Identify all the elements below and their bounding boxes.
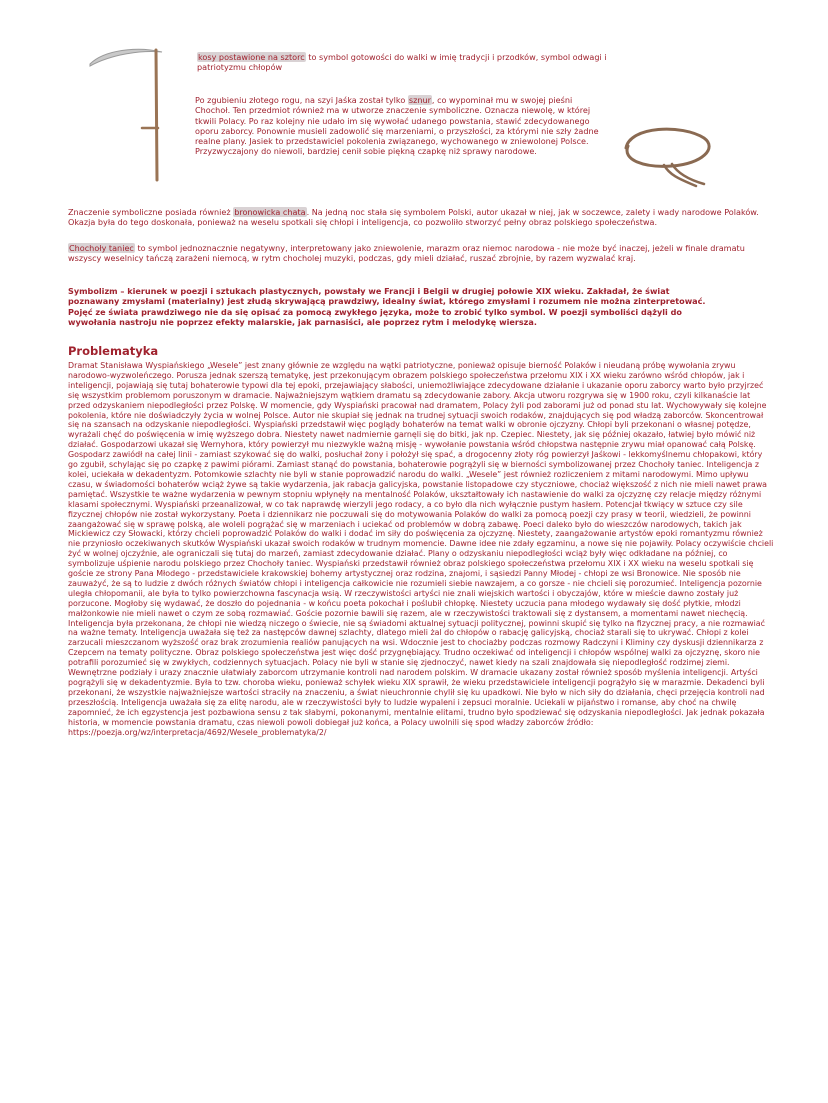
problematyka-body: Dramat Stanisława Wyspiańskiego „Wesele” jest znany głównie ze względu na wątki patriotyczne, ponieważ opisuje bierność Polaków i nieudaną próbę wywołania zrywu narodowo-wyzwoleńczego. Porusza jednak szerszą tematykę, jest przekonującym obrazem polskiego społeczeństwa przełomu XIX i XX wieku zarówno wśród chłopów, jak i inteligencji, pojawiają się tutaj bohaterowie typowi dla tej epoki, przejawiający słabości, uniemożliwiające zdecydowane działanie i ukazanie oporu zaborcy warto było przyjrzeć się wszystkim problemom poruszonym w dramacie. Najważniejszym wątkiem dramatu są zdecydowanie zabory. Akcja utworu rozgrywa się w 1900 roku, czyli kilkanaście lat przed odzyskaniem niepodległości przez Polskę. W momencie, gdy Wyspiański pracował nad dramatem, Polacy żyli pod zaborami już od ponad stu lat. Wychowywały się kolejne pokolenia, które nie doświadczyły życia w wolnej Polsce. Autor nie skupiał się jednak na trudnej sytuacji swoich rodaków, znajdujących się pod władzą zaborców. Skoncentrował się na szansach na odzyskanie niepodległości. Wyspiański przedstawił więc poglądy bohaterów na temat walki w obronie ojczyzny. Chłopi byli przekonani o własnej potędze, wyrażali chęć do poświęcenia w imię wyższego dobra. Niestety nawet nadmiernie garnęli się do bitki, jak np. Czepiec. Niestety, jak się później okazało, łatwiej było mówić niż działać. Gospodarzowi ukazał się Wernyhora, który powierzył mu niezwykle ważną misję - wywołanie powstania wśród chłopstwa następnie zrywu miał opanować całą Polskę. Gospodarz zawiódł na całej linii - zamiast szykować się do walki, posłuchał żony i położył się spać, a drogocenny złoty róg powierzył Jaśkowi - lekkomyślnemu chłopakowi, który go zgubił, schylając się po czapkę z pawimi piórami. Zamiast stanąć do powstania, bohaterowie pogrążyli się w bierności symbolizowanej przez Chochoły taniec. Inteligencja z kolei, uciekała w dekadentyzm. Potomkowie szlachty nie byli w stanie poprowadzić narodu do walki. „Wesele” jest również rozliczeniem z mitami narodowymi. Mimo upływu czasu, w świadomości bohaterów wciąż żywe są takie wydarzenia, jak rabacja galicyjska, powstanie listopadowe czy styczniowe, chociaż większość z nich nie mieli nawet prawa pamiętać. Wszystkie te ważne wydarzenia w pewnym stopniu wpłynęły na mentalność Polaków, ukształtowały ich nastawienie do walki za ojczyznę czy relacje między różnymi klasami społecznymi. Wyspiański przeanalizował, w co tak naprawdę wierzyli jego rodacy, a co było dla nich wyłącznie pustym hasłem. Potencjał tkwiący w sztuce czy sile fizycznej chłopów nie został wykorzystany. Poeta i dziennikarz nie poczuwali się do motywowania Polaków do walki za pomocą poezji czy prasy w teorii, wiedzieli, że powinni zaangażować się w sprawę polską, ale woleli pogrążać się w marzeniach i uciekać od problemów w dobrą zabawę. Poeci daleko było do wieszczów narodowych, takich jak Mickiewicz czy Słowacki, którzy chcieli poprowadzić Polaków do walki i dodać im siły do poświęcenia za ojczyznę. Niestety, zaangażowanie artystów epoki romantyzmu również nie przyniosło oczekiwanych skutków Wyspiański ukazał swoich rodaków w trudnym momencie. Dawne idee nie zdały egzaminu, a nowe się nie pojawiły. Polacy oczywiście chcieli żyć w wolnej ojczyźnie, ale ograniczali się tutaj do marzeń, zamiast zdecydowanie działać. Plany o odzyskaniu niepodległości wciąż były więc odkładane na później, co symbolizuje uśpienie narodu polskiego przez Chochoły taniec. Wyspiański przedstawił również obraz polskiego społeczeństwa przełomu XIX i XX wieku na weselu spotkali się goście ze strony Pana Młodego - przedstawiciele krakowskiej bohemy artystycznej oraz rodzina, znajomi, i sąsiedzi Panny Młodej - chłopi ze wsi Bronowice. Nie sposób nie zauważyć, że są to ludzie z dwóch różnych światów chłopi i inteligencja całkowicie nie rozumieli siebie nawzajem, a co gorsze - nie chcieli się porozumieć. Inteligencja pozornie uległa chłopomanii, ale była to tylko powierzchowna fascynacja wsią. W rzeczywistości artyści nie znali wiejskich wartości i obyczajów, które w mieście dawno zostały już porzucone. Mogłoby się wydawać, że doszło do pojednania - w końcu poeta pokochał i poślubił chłopkę. Niestety uczucia pana młodego wydawały się dość płytkie, młodzi małżonkowie nie mieli nawet o czym ze sobą rozmawiać. Goście pozornie bawili się razem, ale w rzeczywistości traktowali się z dystansem, a momentami nawet niechęcią. Inteligencja była przekonana, że chłopi nie wiedzą niczego o świecie, nie są świadomi aktualnej sytuacji politycznej, powinni skupić się tylko na fizycznej pracy, a nie rozmawiać na ważne tematy. Inteligencja uważała się też za następców dawnej szlachty, dlatego mieli żal do chłopów o rabację galicyjską, chociaż starali się to ukrywać. Chłopi z kolei zarzucali mieszczanom wyższość oraz brak zrozumienia realiów panujących na wsi. Wdocznie jest to chociażby podczas rozmowy Radczyni i Kliminy czy dyskusji dziennikarza z Czepcem na tematy polityczne. Obraz polskiego społeczeństwa jest więc dość przygnębiający. Trudno oczekiwać od inteligencji i chłopów wspólnej walki za ojczyznę, skoro nie potrafili porozumieć się w zwykłych, codziennych sytuacjach. Polacy nie byli w stanie się zjednoczyć, nawet kiedy na szali znajdowała się niepodległość rodzimej ziemi. Wewnętrzne podziały i urazy znacznie ułatwiały zaborcom utrzymanie kontroli nad narodem polskim. W dramacie ukazany został również sposób myślenia inteligencji. Artyści pogrążyli się w dekadentyzmie. Była to tzw. choroba wieku, ponieważ schyłek wieku XIX sprawił, że wieku przedstawiciele inteligencji pogrążyło się w marazmie. Dekadenci byli przekonani, że wszystkie najważniejsze wartości straciły na znaczeniu, a świat nieuchronnie chylił się ku upadkowi. Nie było w nich siły do działania, chęci przejęcia kontroli nad przeszłością. Inteligencja uważała się za elitę narodu, ale w rzeczywistości były to ludzie wypaleni i zepsuci moralnie. Uciekali w pijaństwo i romanse, aby choć na chwilę zapomnieć, że ich egzystencja jest pozbawiona sensu z tak słabymi, pokonanymi, mentalnie elitami, trudno było spodziewać się odzyskania niepodległości. Jak jednak pokazała historia, w momencie powstania dramatu, czas niewoli powoli dobiegał już końca, a Polacy uwolnili się spod władzy zaborców źródło: https://poezja.org/wz/interpretacja/4692/Wesele_problematyka/2/ (68, 361, 774, 737)
symbolizm-definition: Symbolizm – kierunek w poezji i sztukach plastycznych, powstały we Francji i Belgii w drugiej połowie XIX wieku. Zakładał, że świat poznawany zmysłami (materialny) jest złudą skrywającą prawdziwy, idealny świat, którego zmysłami i rozumem nie można zinterpretować. Pojęć ze świata prawdziwego nie da się opisać za pomocą zwykłego języka, może to zrobić tylko symbol. W poezji symboliści dążyli do wywołania nastroju nie poprzez efekty malarskie, jak parnasiści, ale poprzez rytm i melodykę wiersza. (68, 286, 706, 327)
scythe-note: kosy postawione na sztorc to symbol gotowości do walki w imię tradycji i przodków, symbol odwagi i patriotyzmu chłopów (197, 52, 607, 73)
highlight-term: Chochoły taniec (69, 243, 134, 253)
scythe-icon (82, 44, 172, 184)
highlight-term: sznur (408, 95, 431, 105)
sznur-note: Po zgubieniu złotego rogu, na szyi Jaśka został tylko sznur, co wypominał mu w swojej pieśni Chochoł. Ten przedmiot również ma w utworze znaczenie symboliczne. Oznacza niewolę, w której tkwili Polacy. Po raz kolejny nie udało im się wywołać udanego powstania, stawić zdecydowanego oporu zaborcy. Ponownie musieli zadowolić się marzeniami, o przyszłości, za którymi nie szły żadne realne plany. Jasiek to przedstawiciel pokolenia związanego, wychowanego w zniewolonej Polsce. Przyzwyczajony do niewoli, bardziej cenił sobie piękną czapkę niż sprawy narodowe. (195, 95, 599, 157)
highlight-term: bronowicka chata (234, 207, 306, 217)
section-heading: Problematyka (68, 344, 159, 358)
highlight-term: kosy postawione na sztorc (198, 52, 305, 62)
bronowicka-paragraph: Znaczenie symboliczne posiada również bronowicka chata. Na jedną noc stała się symbolem Polski, autor ukazał w niej, jak w soczewce, zalety i wady narodowe Polaków. Okazja była do tego doskonała, ponieważ na weselu spotkali się chłopi i inteligencja, co pozwoliło stworzyć pełny obraz polskiego społeczeństwa. (68, 207, 759, 228)
rope-icon (612, 118, 722, 188)
chocholi-paragraph: Chochoły taniec to symbol jednoznacznie negatywny, interpretowany jako zniewolenie, marazm oraz niemoc narodowa - nie może być inaczej, jeżeli w finale dramatu wszyscy weselnicy tańczą zarażeni niemocą, w rytm chocholej muzyki, podczas, gdy mieli działać, ruszać zbrojnie, by razem wyzwalać kraj. (68, 243, 745, 264)
